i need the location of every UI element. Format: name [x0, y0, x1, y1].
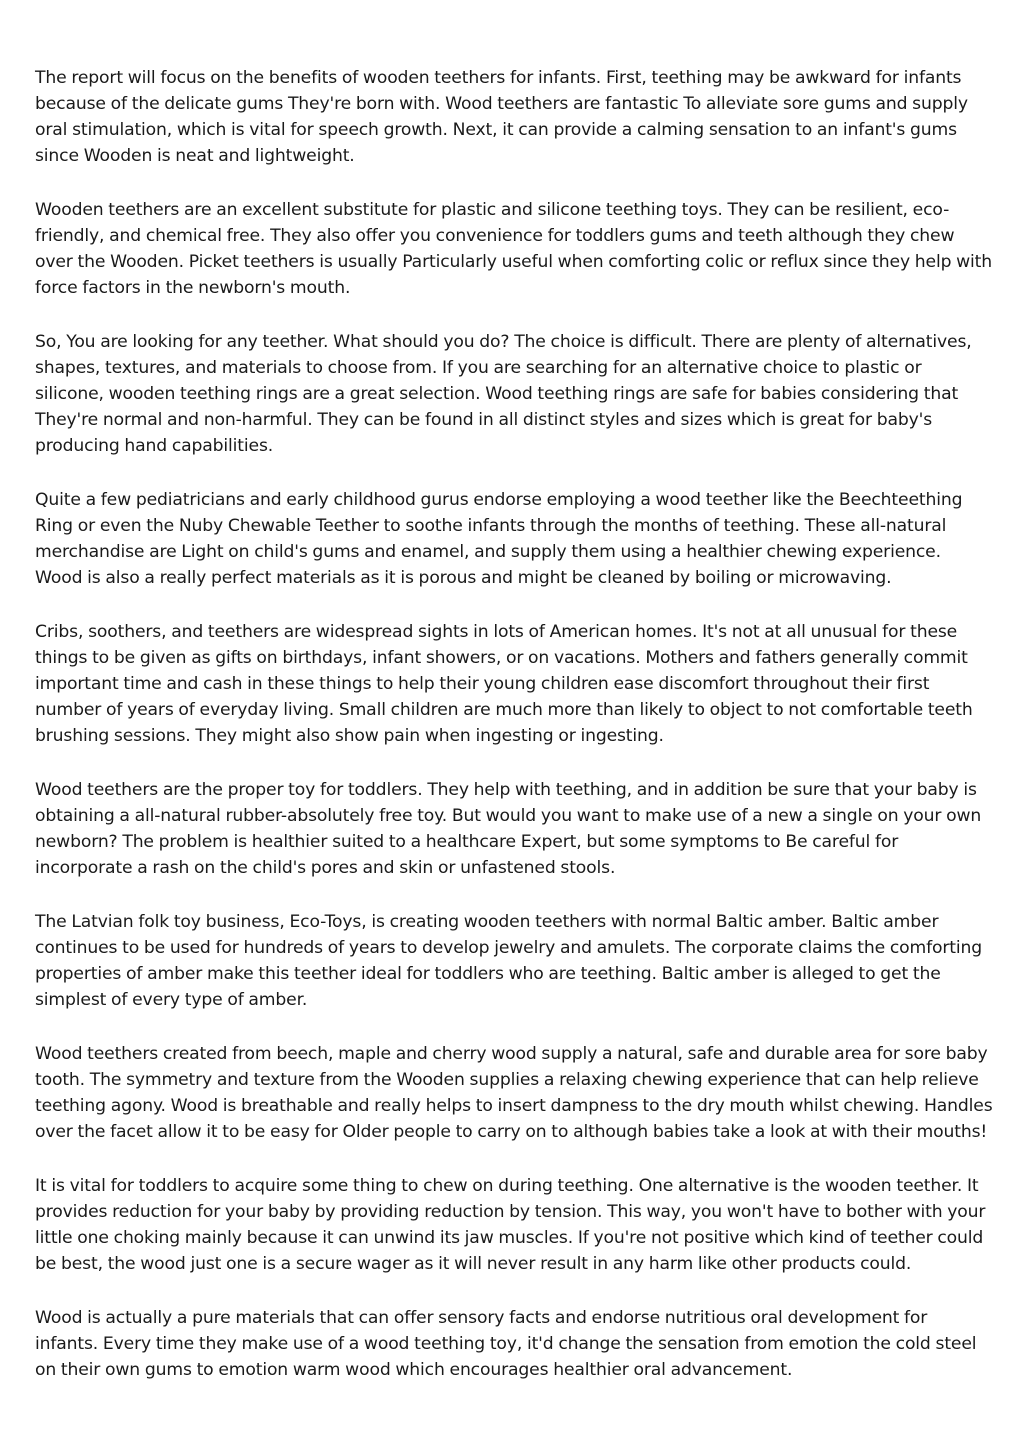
paragraph-5: Cribs, soothers, and teethers are widespread sights in lots of American homes. It's not at all unusual for these things to be given as gifts on birthdays, infant showers, or on vacations. Mothers and fathers generally commit important time and cash in these things to help their young children ease discomfort throughout their first number of years of everyday living. Small children are much more than likely to object to not comfortable teeth brushing sessions. They might also show pain when ingesting or ingesting.: [35, 622, 973, 746]
paragraph-7: The Latvian folk toy business, Eco-Toys, is creating wooden teethers with normal Baltic amber. Baltic amber continues to be used for hundreds of years to develop jewelry and amulets. The corporate claims the comforting properties of amber make this teether ideal for toddlers who are teething. Baltic amber is alleged to get the simplest of every type of amber.: [35, 912, 982, 1010]
paragraph-6: Wood teethers are the proper toy for toddlers. They help with teething, and in addition be sure that your baby is obtaining a all-natural rubber-absolutely free toy. But would you want to make use of a new a single on your own newborn? The problem is healthier suited to a healthcare Expert, but some symptoms to Be careful for incorporate a rash on the child's pores and skin or unfastened stools.: [35, 780, 982, 878]
document-body: [35, 65, 993, 1411]
paragraph-9: It is vital for toddlers to acquire some thing to chew on during teething. One alternative is the wooden teether. It provides reduction for your baby by providing reduction by tension. This way, you won't have to bother with your little one choking mainly because it can unwind its jaw muscles. If you're not positive which kind of teether could be best, the wood just one is a secure wager as it will never result in any harm like other products could.: [35, 1176, 986, 1274]
paragraph-2: Wooden teethers are an excellent substitute for plastic and silicone teething toys. They can be resilient, eco-friendly, and chemical free. They also offer you convenience for toddlers gums and teeth although they chew over the Wooden. Picket teethers is usually Particularly useful when comforting colic or reflux since they help with force factors in the newborn's mouth.: [35, 200, 993, 298]
paragraph-10: Wood is actually a pure materials that can offer sensory facts and endorse nutritious oral development for infants. Every time they make use of a wood teething toy, it'd change the sensation from emotion the cold steel on their own gums to emotion warm wood which encourages healthier oral advancement.: [35, 1308, 977, 1380]
paragraph-8: Wood teethers created from beech, maple and cherry wood supply a natural, safe and durable area for sore baby tooth. The symmetry and texture from the Wooden supplies a relaxing chewing experience that can help relieve teething agony. Wood is breathable and really helps to insert dampness to the dry mouth whilst chewing. Handles over the facet allow it to be easy for Older people to carry on to although babies take a look at with their mouths!: [35, 1044, 993, 1142]
paragraph-1: The report will focus on the benefits of wooden teethers for infants. First, teething may be awkward for infants because of the delicate gums They're born with. Wood teethers are fantastic To alleviate sore gums and supply oral stimulation, which is vital for speech growth. Next, it can provide a calming sensation to an infant's gums since Wooden is neat and lightweight.: [35, 68, 968, 166]
paragraph-3: So, You are looking for any teether. What should you do? The choice is difficult. There are plenty of alternatives, shapes, textures, and materials to choose from. If you are searching for an alternative choice to plastic or silicone, wooden teething rings are a great selection. Wood teething rings are safe for babies considering that They're normal and non-harmful. They can be found in all distinct styles and sizes which is great for baby's producing hand capabilities.: [35, 332, 972, 456]
paragraph-4: Quite a few pediatricians and early childhood gurus endorse employing a wood teether like the Beechteething Ring or even the Nuby Chewable Teether to soothe infants through the months of teething. These all-natural merchandise are Light on child's gums and enamel, and supply them using a healthier chewing experience. Wood is also a really perfect materials as it is porous and might be cleaned by boiling or microwaving.: [35, 490, 963, 588]
